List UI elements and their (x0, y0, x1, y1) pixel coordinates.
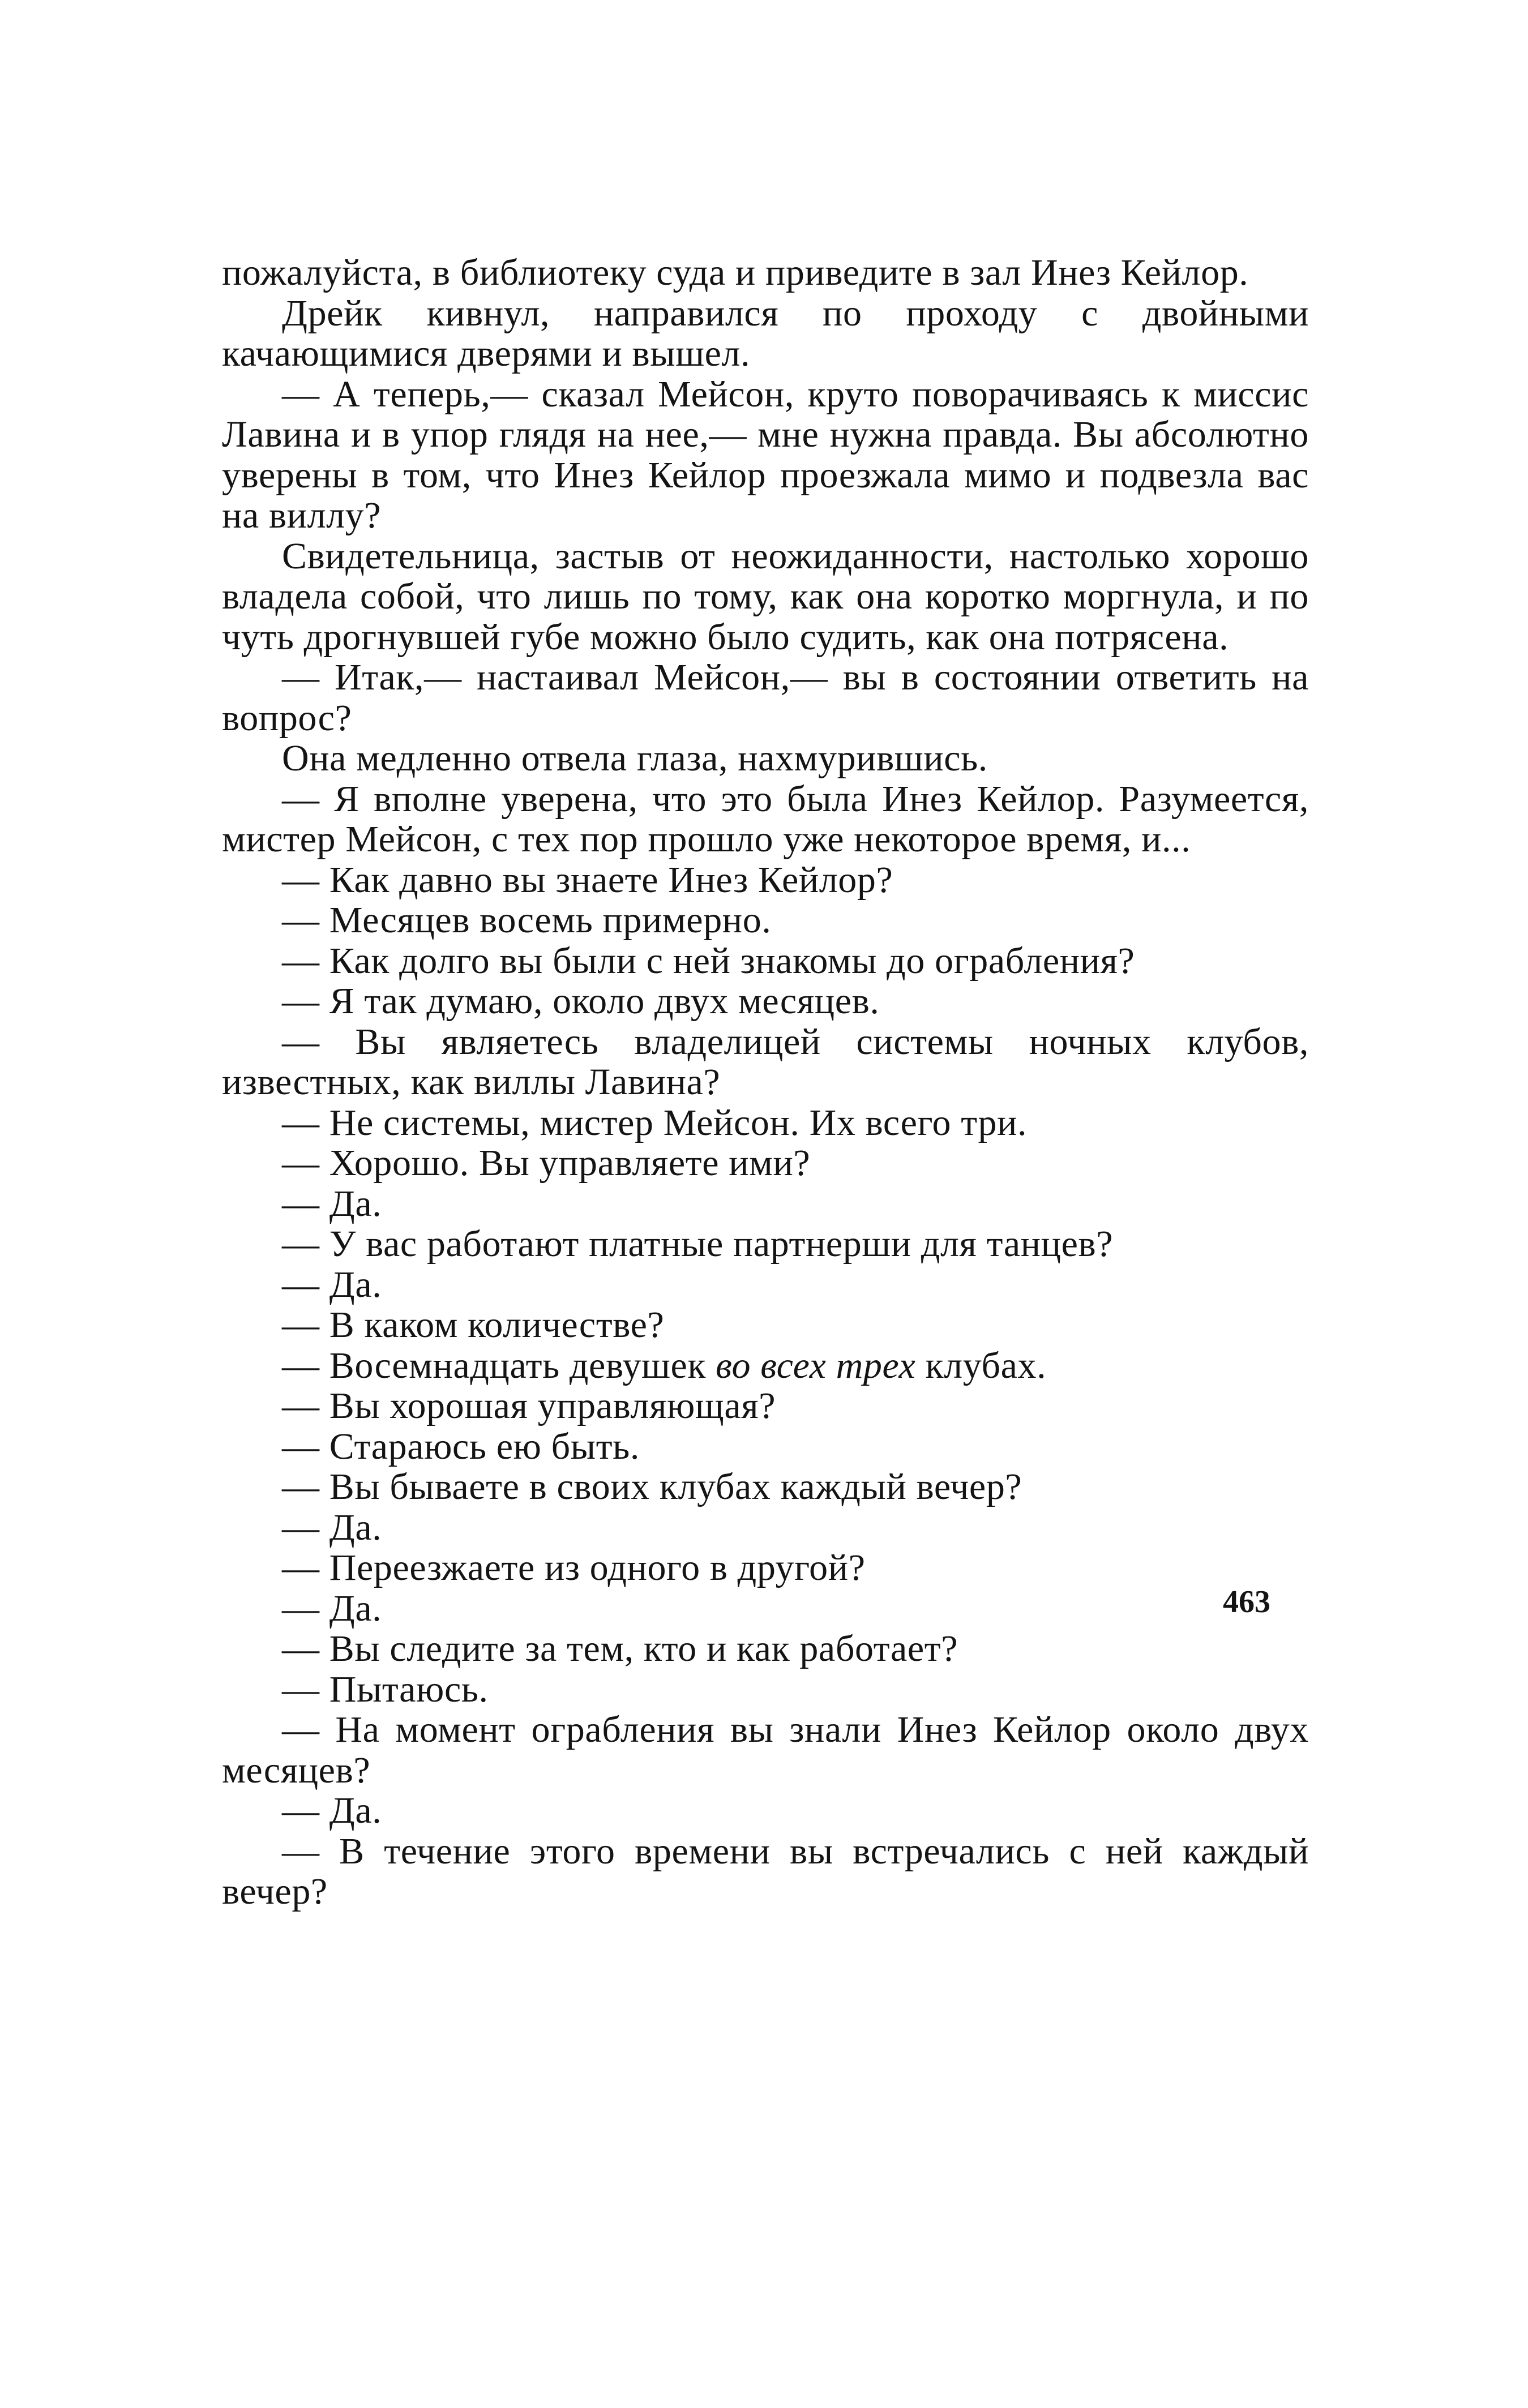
paragraph: — Я так думаю, около двух месяцев. (282, 980, 880, 1022)
paragraph: — У вас работают платные партнерши для танцев? (282, 1223, 1114, 1265)
paragraph: — Да. (282, 1587, 382, 1629)
paragraph: — В течение этого времени вы встречались с ней каждый вечер? (222, 1830, 1309, 1912)
paragraph: — Да. (282, 1790, 382, 1831)
paragraph: — Как давно вы знаете Инез Кейлор? (282, 859, 893, 901)
paragraph: — Вы следите за тем, кто и как работает? (282, 1628, 958, 1669)
paragraph: — В каком количестве? (282, 1304, 665, 1346)
paragraph: Свидетельница, застыв от неожиданности, настолько хорошо владела собой, что лишь по тому, как она коротко моргнула, и по чуть дрогнувшей губе можно было судить, как она потрясена. (222, 535, 1309, 658)
paragraph: — Да. (282, 1506, 382, 1548)
page-body-text (222, 252, 1309, 1912)
paragraph: — Не системы, мистер Мейсон. Их всего три. (282, 1102, 1028, 1143)
paragraph: — Вы являетесь владелицей системы ночных клубов, известных, как виллы Лавина? (222, 1021, 1309, 1103)
page-number: 463 (1223, 1584, 1270, 1619)
paragraph: — На момент ограбления вы знали Инез Кейлор около двух месяцев? (222, 1709, 1309, 1791)
paragraph: — Пытаюсь. (282, 1668, 489, 1710)
paragraph: — Месяцев восемь примерно. (282, 899, 772, 941)
paragraph: Дрейк кивнул, направился по проходу с двойными качающимися дверями и вышел. (222, 292, 1309, 374)
paragraph: — Стараюсь ею быть. (282, 1425, 640, 1467)
paragraph: — Как долго вы были с ней знакомы до ограбления? (282, 940, 1135, 982)
paragraph: — Вы хорошая управляющая? (282, 1385, 776, 1426)
paragraph (222, 1346, 1309, 1386)
paragraph-text: клубах. (915, 1344, 1047, 1386)
paragraph: — Вы бываете в своих клубах каждый вечер? (282, 1466, 1022, 1507)
paragraph-text: — Восемнадцать девушек (282, 1344, 716, 1386)
paragraph: — А теперь,— сказал Мейсон, круто поворачиваясь к миссис Лавина и в упор глядя на нее,— мне нужна правда. Вы абсолютно уверены в том, что Инез Кейлор проезжала мимо и подвезла вас на виллу? (222, 373, 1309, 536)
paragraph: — Да. (282, 1182, 382, 1224)
paragraph-emphasis: во всех трех (716, 1344, 916, 1386)
paragraph: пожалуйста, в библиотеку суда и приведите в зал Инез Кейлор. (222, 252, 1249, 293)
paragraph: — Переезжаете из одного в другой? (282, 1547, 866, 1588)
paragraph: — Да. (282, 1263, 382, 1305)
paragraph: — Хорошо. Вы управляете ими? (282, 1142, 811, 1184)
paragraph: — Итак,— настаивал Мейсон,— вы в состоянии ответить на вопрос? (222, 657, 1309, 739)
paragraph: — Я вполне уверена, что это была Инез Кейлор. Разумеется, мистер Мейсон, с тех пор прошло уже некоторое время, и... (222, 778, 1309, 860)
paragraph: Она медленно отвела глаза, нахмурившись. (282, 738, 988, 779)
